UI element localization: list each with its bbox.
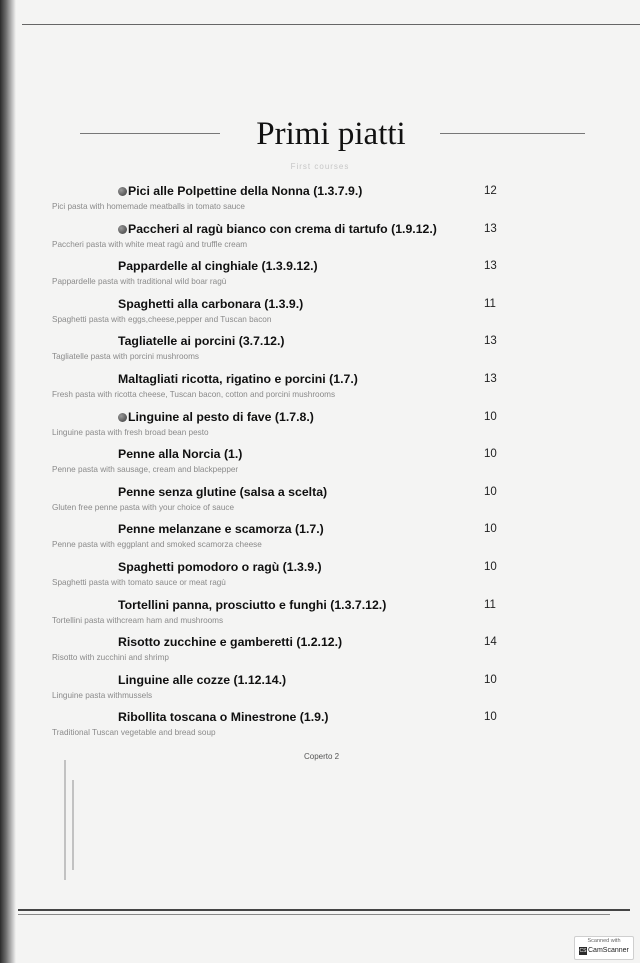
dish-price: 10 xyxy=(484,485,497,498)
menu-item xyxy=(0,181,640,219)
dish-allergens: (3.7.12.) xyxy=(238,334,285,349)
dish-allergens: (1.2.12.) xyxy=(296,635,343,650)
menu-item-name xyxy=(118,560,322,574)
dish-description: Spaghetti pasta with tomato sauce or meat ragù xyxy=(52,577,226,587)
scan-smudge xyxy=(72,780,74,870)
menu-item-name xyxy=(118,522,324,536)
dish-description: Risotto with zucchini and shrimp xyxy=(52,653,169,663)
menu-item xyxy=(0,219,640,257)
dish-name: Maltagliati ricotta, rigatino e porcini xyxy=(118,371,326,386)
dish-price: 10 xyxy=(484,523,497,536)
menu-item-name xyxy=(118,372,358,386)
dish-allergens: (1.7.) xyxy=(295,522,324,537)
dish-price: 10 xyxy=(484,410,497,423)
vegetarian-icon xyxy=(118,225,127,234)
dish-name: Pici alle Polpettine della Nonna xyxy=(128,184,310,198)
dish-price: 10 xyxy=(484,448,497,461)
dish-allergens: (1.3.9.) xyxy=(282,559,322,574)
menu-item-name xyxy=(118,447,242,461)
menu-item-name xyxy=(118,673,286,687)
camscanner-icon: CS xyxy=(579,948,587,954)
title-rule-right xyxy=(440,133,585,134)
dish-name: Penne alla Norcia xyxy=(118,447,221,462)
dish-allergens: (1.3.7.12.) xyxy=(330,597,387,612)
scan-edge-bottom-secondary xyxy=(18,914,610,915)
dish-price: 13 xyxy=(484,222,497,235)
dish-description: Penne pasta with sausage, cream and blackpepper xyxy=(52,465,239,475)
dish-name: Pappardelle al cinghiale xyxy=(118,259,259,274)
menu-item xyxy=(0,595,640,633)
dish-price: 10 xyxy=(484,711,497,724)
menu-item-name xyxy=(118,222,437,236)
menu-item xyxy=(0,331,640,369)
dish-description: Paccheri pasta with white meat ragù and truffle cream xyxy=(52,239,248,249)
dish-allergens: (1.3.7.9.) xyxy=(313,184,363,198)
dish-name: Linguine alle cozze xyxy=(118,672,231,687)
dish-allergens: (1.7.8.) xyxy=(274,409,314,424)
page-title: Primi piatti xyxy=(256,116,406,152)
dish-allergens: (1.) xyxy=(223,447,243,462)
camscanner-caption: Scanned with xyxy=(587,938,621,944)
dish-description: Spaghetti pasta with eggs,cheese,pepper and Tuscan bacon xyxy=(52,314,272,324)
menu-item-name xyxy=(118,259,318,273)
dish-allergens: (1.3.9.12.) xyxy=(261,259,318,274)
menu-item-name xyxy=(118,598,386,612)
dish-allergens: (1.12.14.) xyxy=(233,672,287,687)
camscanner-name: CamScanner xyxy=(588,947,629,954)
dish-name: Paccheri al ragù bianco con crema di tartufo xyxy=(128,221,388,236)
dish-name: Spaghetti pomodoro o ragù xyxy=(118,559,280,574)
dish-name: Linguine al pesto di fave xyxy=(128,409,272,424)
camscanner-badge xyxy=(574,936,634,960)
dish-description: Linguine pasta withmussels xyxy=(52,690,153,700)
vegetarian-icon xyxy=(118,413,127,422)
dish-price: 13 xyxy=(484,260,497,273)
menu-item-name xyxy=(118,410,314,424)
menu-title-block xyxy=(0,112,640,156)
dish-name: Risotto zucchine e gamberetti xyxy=(118,635,293,650)
dish-description: Traditional Tuscan vegetable and bread soup xyxy=(52,728,216,738)
dish-price: 11 xyxy=(484,598,496,611)
dish-allergens: (1.7.) xyxy=(329,371,358,386)
menu-item xyxy=(0,670,640,708)
dish-description: Pappardelle pasta with traditional wild boar ragù xyxy=(52,277,227,287)
dish-price: 13 xyxy=(484,372,497,385)
menu-item-name xyxy=(118,635,342,649)
dish-price: 13 xyxy=(484,335,497,348)
dish-description: Gluten free penne pasta with your choice of sauce xyxy=(52,502,235,512)
vegetarian-icon xyxy=(118,187,127,196)
dish-price: 12 xyxy=(484,185,497,197)
menu-item xyxy=(0,482,640,520)
dish-description: Fresh pasta with ricotta cheese, Tuscan bacon, cotton and porcini mushrooms xyxy=(52,389,336,399)
scan-smudge xyxy=(64,760,66,880)
dish-price: 14 xyxy=(484,636,497,649)
menu-item xyxy=(0,294,640,332)
dish-name: Ribollita toscana o Minestrone xyxy=(118,710,297,725)
menu-item xyxy=(0,444,640,482)
menu-item xyxy=(0,519,640,557)
dish-price: 10 xyxy=(484,560,497,573)
cover-charge: Coperto 2 xyxy=(304,752,340,761)
menu-list xyxy=(0,181,640,745)
menu-item xyxy=(0,407,640,445)
menu-item xyxy=(0,256,640,294)
dish-price: 10 xyxy=(484,673,497,686)
menu-item-name xyxy=(118,184,362,198)
dish-name: Penne senza glutine (salsa a scelta) xyxy=(118,484,328,499)
dish-description: Tortellini pasta withcream ham and mushrooms xyxy=(52,615,224,625)
dish-description: Pici pasta with homemade meatballs in tomato sauce xyxy=(52,202,245,211)
menu-item xyxy=(0,632,640,670)
menu-item-name xyxy=(118,710,328,724)
menu-item xyxy=(0,369,640,407)
dish-allergens: (1.9.) xyxy=(299,710,329,725)
dish-name: Tortellini panna, prosciutto e funghi xyxy=(118,597,327,612)
dish-name: Penne melanzane e scamorza xyxy=(118,522,292,537)
menu-item-name xyxy=(118,297,303,311)
menu-item-name xyxy=(118,334,285,348)
dish-description: Tagliatelle pasta with porcini mushrooms xyxy=(52,352,199,362)
dish-description: Linguine pasta with fresh broad bean pesto xyxy=(52,427,209,437)
dish-name: Spaghetti alla carbonara xyxy=(118,296,261,311)
page-subtitle: First courses xyxy=(290,162,350,171)
dish-description: Penne pasta with eggplant and smoked scamorza cheese xyxy=(52,540,262,550)
menu-item xyxy=(0,707,640,745)
dish-price: 11 xyxy=(484,297,496,310)
dish-allergens: (1.3.9.) xyxy=(264,296,304,311)
menu-item xyxy=(0,557,640,595)
scan-edge-top xyxy=(22,24,640,25)
menu-item-name xyxy=(118,485,327,499)
scan-edge-bottom xyxy=(18,909,630,911)
dish-allergens: (1.9.12.) xyxy=(391,221,437,236)
dish-name: Tagliatelle ai porcini xyxy=(118,334,236,349)
